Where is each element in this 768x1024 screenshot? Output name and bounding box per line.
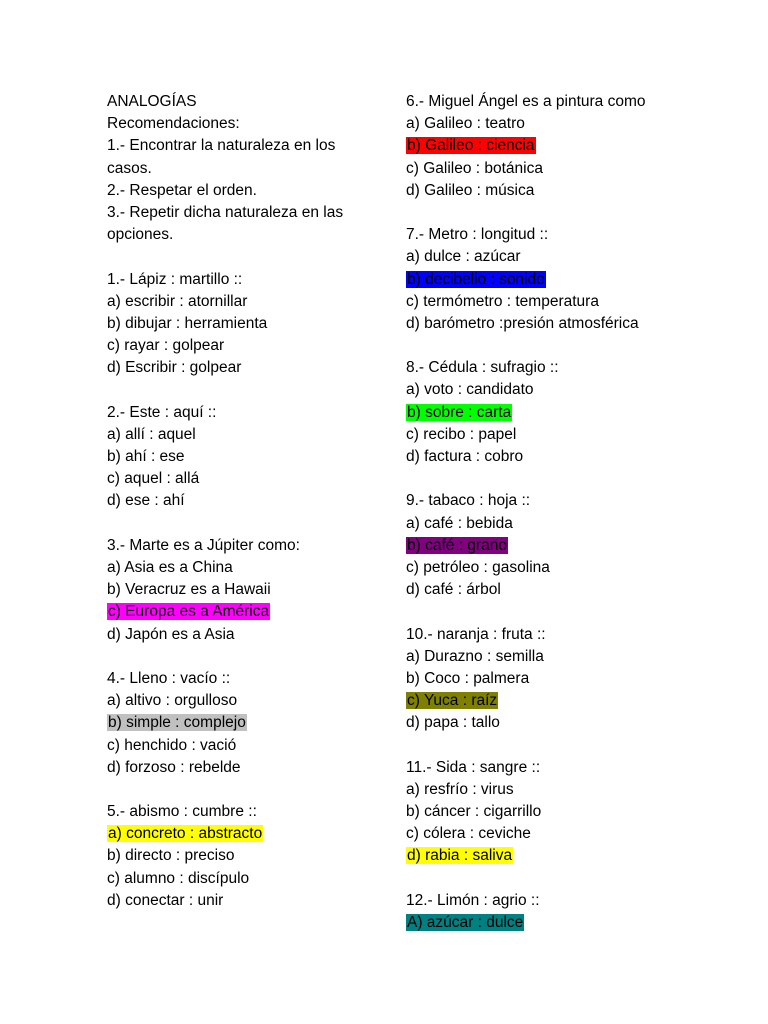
answer-option (406, 113, 736, 135)
answer-text: d) ese : ahí (107, 492, 185, 510)
right-column (406, 91, 736, 934)
answer-option (107, 468, 377, 490)
answer-option (107, 735, 377, 757)
answer-option (406, 579, 736, 601)
highlighted-answer: b) simple : complejo (108, 714, 246, 732)
answer-text: b) Veracruz es a Hawaii (107, 581, 271, 599)
answer-option (107, 845, 377, 867)
left-column (107, 91, 377, 912)
answer-option (406, 646, 736, 668)
answer-text: c) Galileo : botánica (406, 159, 543, 177)
answer-option (406, 135, 736, 157)
answer-text: c) alumno : discípulo (107, 869, 250, 887)
highlighted-answer: b) Galileo : ciencia (407, 137, 535, 155)
question-block (107, 801, 377, 912)
answer-option (406, 557, 736, 579)
answer-option (406, 402, 736, 424)
question-stem: 7.- Metro : longitud :: (406, 226, 549, 244)
answer-option (406, 823, 736, 845)
answer-option (107, 712, 377, 734)
answer-option (107, 579, 377, 601)
answer-option (107, 335, 377, 357)
answer-text: c) cólera : ceviche (406, 825, 531, 843)
answer-text: b) dibujar : herramienta (107, 314, 268, 332)
answer-option (107, 557, 377, 579)
question-stem: 1.- Lápiz : martillo :: (107, 270, 243, 288)
answer-text: c) henchido : vació (107, 736, 237, 754)
highlighted-answer: d) rabia : saliva (407, 847, 513, 865)
question-stem: 10.- naranja : fruta :: (406, 625, 546, 643)
recommendation-3: 3.- Repetir dicha naturaleza en las opciones. (107, 203, 344, 244)
answer-option (107, 446, 377, 468)
answer-text: d) Japón es a Asia (107, 625, 235, 643)
question-stem: 2.- Este : aquí :: (107, 403, 217, 421)
answer-text: d) papa : tallo (406, 714, 500, 732)
answer-text: d) forzoso : rebelde (107, 758, 241, 776)
answer-option (406, 424, 736, 446)
answer-option (406, 845, 736, 867)
answer-option (107, 690, 377, 712)
left-questions (107, 269, 377, 912)
answer-text: c) rayar : golpear (107, 337, 225, 355)
question-block (406, 91, 736, 202)
question-block (107, 402, 377, 513)
highlighted-answer: b) sobre : carta (407, 403, 512, 421)
answer-text: a) dulce : azúcar (406, 248, 521, 266)
answer-text: a) allí : aquel (107, 425, 196, 443)
answer-option (107, 624, 377, 646)
answer-text: d) Galileo : música (406, 181, 535, 199)
answer-option (107, 601, 377, 623)
answer-text: b) Coco : palmera (406, 669, 530, 687)
answer-option (406, 690, 736, 712)
answer-text: a) altivo : orgulloso (107, 692, 238, 710)
recommendation-2: 2.- Respetar el orden. (107, 181, 257, 199)
answer-text: a) Galileo : teatro (406, 115, 525, 133)
question-block (406, 890, 736, 934)
answer-text: c) petróleo : gasolina (406, 558, 550, 576)
answer-text: d) café : árbol (406, 581, 501, 599)
answer-option (107, 823, 377, 845)
recommendation-1: 1.- Encontrar la naturaleza en los casos. (107, 137, 336, 177)
question-stem: 11.- Sida : sangre :: (406, 758, 541, 776)
document-title: ANALOGÍAS (107, 93, 197, 110)
answer-text: a) escribir : atornillar (107, 292, 248, 310)
answer-text: b) ahí : ese (107, 448, 185, 466)
answer-option (406, 180, 736, 202)
answer-option (406, 246, 736, 268)
right-questions (406, 91, 736, 934)
answer-text: a) Asia es a China (107, 559, 233, 576)
answer-option (107, 868, 377, 890)
highlighted-answer: A) azúcar : dulce (407, 913, 524, 931)
answer-option (107, 313, 377, 335)
answer-text: d) Escribir : golpear (107, 359, 242, 377)
question-block (406, 224, 736, 335)
answer-option (406, 801, 736, 823)
highlighted-answer: b) café : grano (407, 536, 507, 554)
question-stem: 4.- Lleno : vacío :: (107, 669, 231, 687)
question-block (406, 624, 736, 735)
question-block (107, 535, 377, 646)
question-stem: 8.- Cédula : sufragio :: (406, 359, 559, 377)
answer-text: a) Durazno : semilla (406, 647, 544, 665)
question-block (406, 490, 736, 601)
answer-text: a) resfrío : virus (406, 780, 514, 798)
question-block (107, 269, 377, 380)
question-stem: 6.- Miguel Ángel es a pintura como (406, 93, 646, 110)
answer-option (406, 269, 736, 291)
highlighted-answer: c) Yuca : raíz (407, 692, 498, 710)
answer-option (406, 535, 736, 557)
question-block (107, 668, 377, 779)
answer-option (406, 779, 736, 801)
highlighted-answer: a) concreto : abstracto (108, 825, 263, 843)
answer-text: a) voto : candidato (406, 381, 534, 399)
answer-text: d) conectar : unir (107, 891, 224, 909)
answer-text: c) aquel : allá (107, 470, 200, 488)
answer-text: b) directo : preciso (107, 847, 235, 865)
answer-option (406, 668, 736, 690)
highlighted-answer: b) decibelio : sonido (407, 270, 545, 288)
answer-option (107, 291, 377, 313)
answer-text: d) factura : cobro (406, 448, 524, 465)
answer-text: c) recibo : papel (406, 425, 517, 443)
answer-option (107, 490, 377, 512)
question-block (406, 757, 736, 868)
question-stem: 12.- Limón : agrio :: (406, 891, 540, 909)
answer-text: b) cáncer : cigarrillo (406, 803, 542, 820)
answer-option (406, 513, 736, 535)
answer-text: a) café : bebida (406, 514, 513, 532)
answer-option (107, 357, 377, 379)
answer-option (406, 291, 736, 313)
question-block (406, 357, 736, 468)
recommendations-heading: Recomendaciones: (107, 115, 240, 133)
question-stem: 5.- abismo : cumbre :: (107, 803, 257, 821)
answer-option (107, 757, 377, 779)
answer-option (406, 158, 736, 180)
answer-option (107, 424, 377, 446)
answer-option (406, 379, 736, 401)
answer-option (107, 890, 377, 912)
answer-option (406, 712, 736, 734)
answer-text: d) barómetro :presión atmosférica (406, 314, 639, 332)
answer-option (406, 313, 736, 335)
answer-option (406, 912, 736, 934)
highlighted-answer: c) Europa es a América (108, 603, 270, 621)
question-stem: 9.- tabaco : hoja :: (406, 492, 531, 510)
answer-text: c) termómetro : temperatura (406, 292, 599, 310)
answer-option (406, 446, 736, 468)
question-stem: 3.- Marte es a Júpiter como: (107, 536, 300, 554)
